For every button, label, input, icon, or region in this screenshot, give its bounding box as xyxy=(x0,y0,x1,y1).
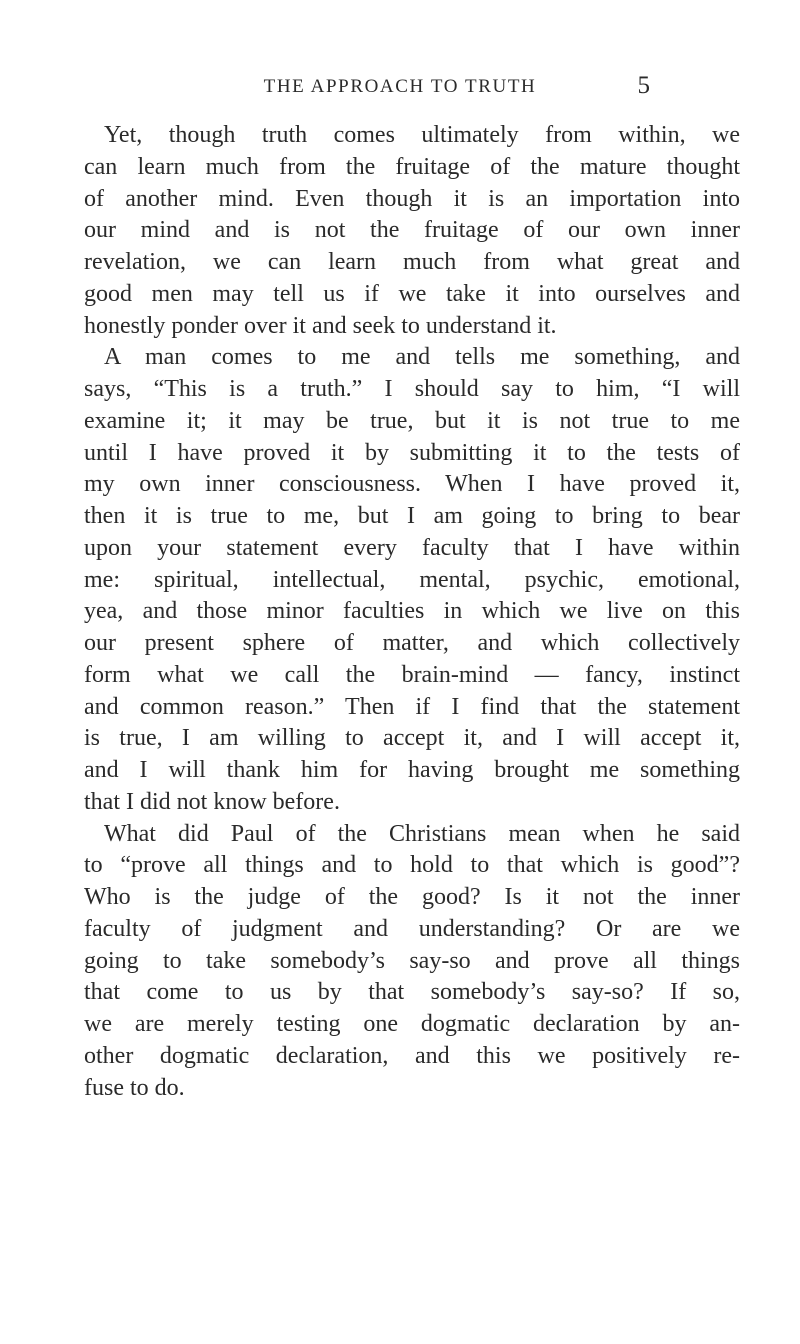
running-head xyxy=(0,72,800,102)
text-line: revelation, we can learn much from what great and xyxy=(84,249,740,275)
paragraph xyxy=(64,120,740,342)
text-line: other dogmatic declaration, and this we positively re- xyxy=(84,1042,740,1069)
text-line: my own inner consciousness. When I have proved it, xyxy=(84,471,740,498)
text-line: that I did not know before. xyxy=(84,788,340,815)
text-line: Yet, though truth comes ultimately from within, we xyxy=(104,122,740,148)
text-line: is true, I am willing to accept it, and I will accept it, xyxy=(84,725,740,752)
paragraph xyxy=(64,819,740,1105)
text-line: good men may tell us if we take it into ourselves and xyxy=(84,280,740,307)
text-line: to “prove all things and to hold to that which is good”? xyxy=(84,852,740,879)
text-line: we are merely testing one dogmatic declaration by an- xyxy=(84,1011,740,1037)
text-line: and I will thank him for having brought me something xyxy=(84,757,740,783)
text-line: until I have proved it by submitting it to the tests of xyxy=(84,439,740,466)
text-line: Who is the judge of the good? Is it not the inner xyxy=(84,884,740,910)
text-line: fuse to do. xyxy=(84,1074,185,1101)
text-line: that come to us by that somebody’s say-so? If so, xyxy=(84,979,740,1006)
text-line: honestly ponder over it and seek to understand it. xyxy=(84,312,557,339)
text-line: can learn much from the fruitage of the mature thought xyxy=(84,153,740,180)
text-line: What did Paul of the Christians mean when he said xyxy=(104,820,740,847)
text-line: A man comes to me and tells me something, and xyxy=(104,344,740,371)
body-text xyxy=(64,120,740,1104)
text-line: upon your statement every faculty that I have within xyxy=(84,534,740,561)
page-number: 5 xyxy=(637,72,650,99)
text-line: says, “This is a truth.” I should say to him, “I will xyxy=(84,376,740,402)
text-line: our present sphere of matter, and which collectively xyxy=(84,630,740,656)
text-line: yea, and those minor faculties in which we live on this xyxy=(84,598,740,625)
text-line: examine it; it may be true, but it is not true to me xyxy=(84,407,740,434)
text-line: of another mind. Even though it is an importation into xyxy=(84,185,740,212)
text-line: then it is true to me, but I am going to bring to bear xyxy=(84,503,740,529)
text-line: me: spiritual, intellectual, mental, psychic, emotional, xyxy=(84,566,740,593)
text-line: our mind and is not the fruitage of our own inner xyxy=(84,217,740,244)
running-title: THE APPROACH TO TRUTH xyxy=(263,76,537,97)
text-line: faculty of judgment and understanding? Or are we xyxy=(84,915,740,942)
text-line: form what we call the brain-mind — fancy, instinct xyxy=(84,661,740,688)
paragraph xyxy=(64,342,740,818)
text-line: and common reason.” Then if I find that the statement xyxy=(84,693,740,720)
text-line: going to take somebody’s say-so and prove all things xyxy=(84,947,740,974)
